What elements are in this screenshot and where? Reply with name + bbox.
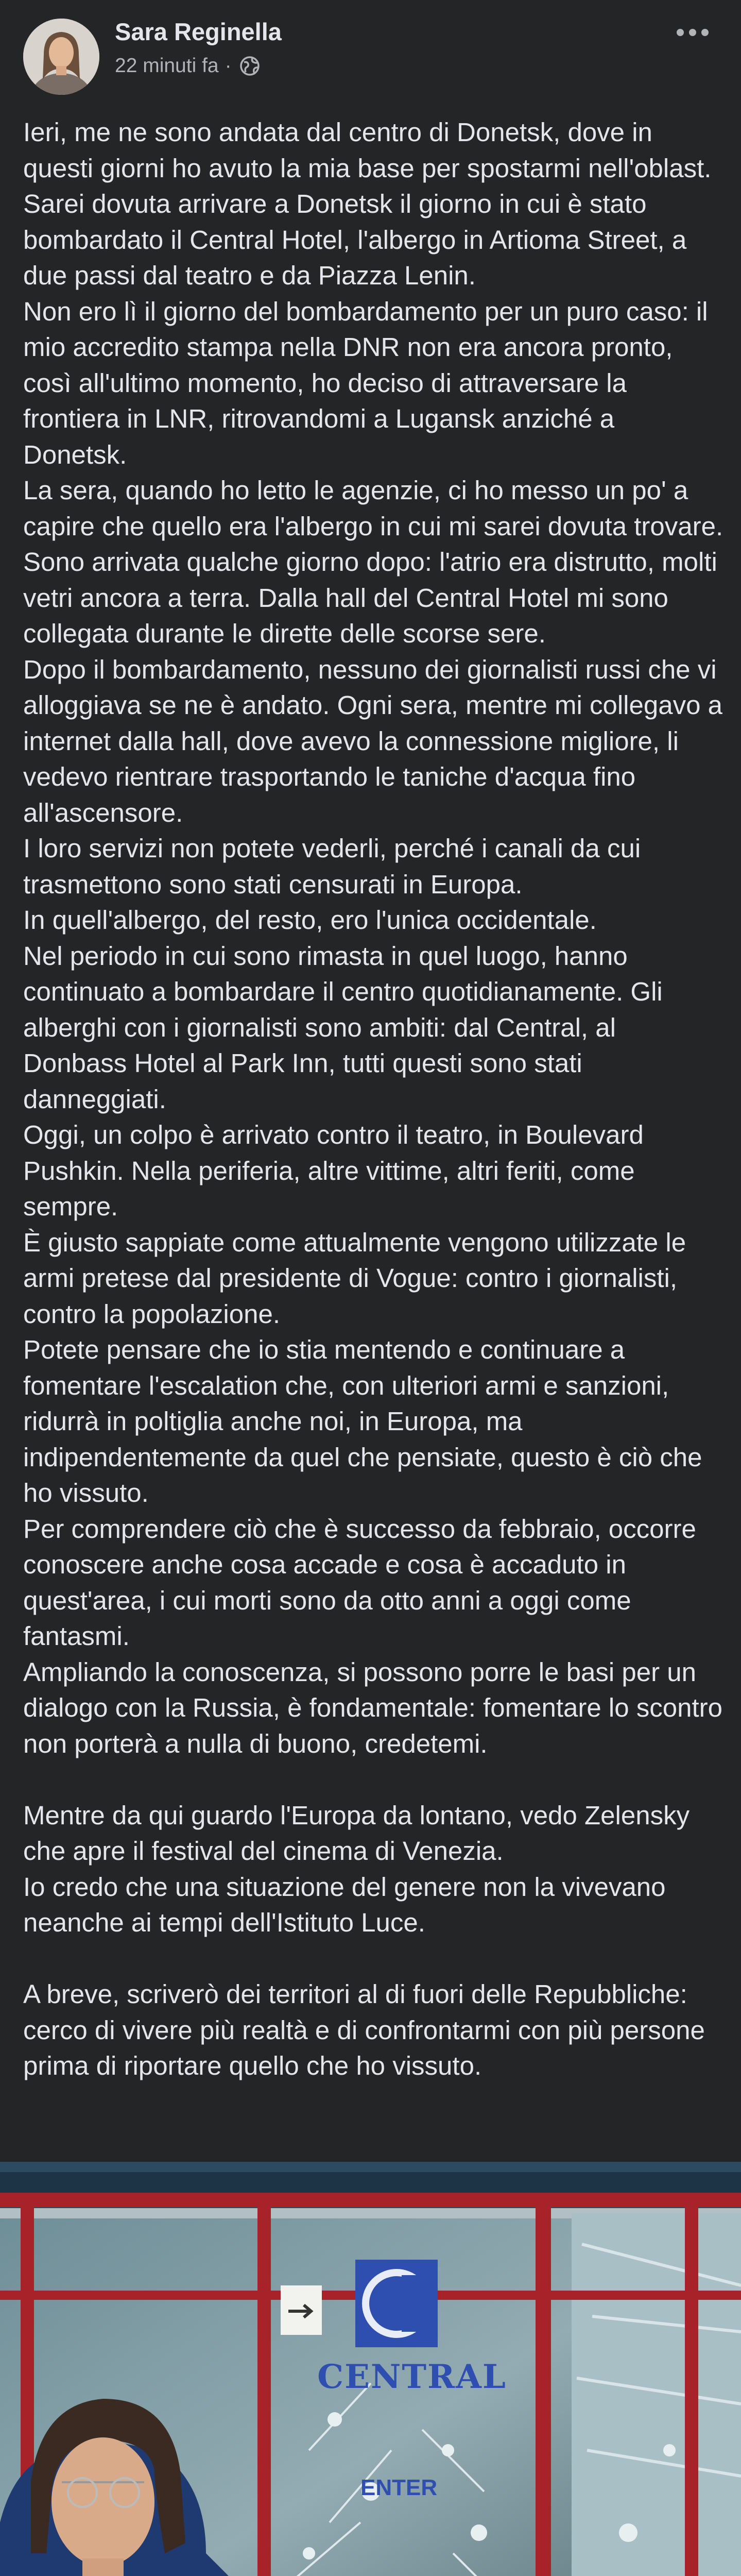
meta-separator: · bbox=[225, 55, 232, 77]
more-horizontal-icon bbox=[677, 29, 684, 36]
post-paragraph: A breve, scriverò dei territori al di fuori delle Repubbliche: cerco di vivere più realtà e di confrontarmi con più persone prima di riportare quello che ho vissuto. bbox=[23, 1979, 705, 2080]
post-photo[interactable] bbox=[0, 2162, 741, 2576]
post-paragraph: Potete pensare che io stia mentendo e continuare a fomentare l'escalation che, con ulteriori armi e sanzioni, ridurrà in poltiglia anche noi, in Europa, ma indipendentemente da quel che pensiate, questo è ciò che ho vissuto. bbox=[23, 1335, 702, 1507]
paragraph-gap bbox=[23, 1761, 723, 1798]
post-paragraph: Dopo il bombardamento, nessuno dei giornalisti russi che vi alloggiava se ne è andato. Ogni sera, mentre mi collegavo a internet dalla hall, dove avevo la connessione migliore, li vedevo rientrare trasportando le taniche d'acqua fino all'ascensore. bbox=[23, 654, 722, 827]
post-paragraph: Oggi, un colpo è arrivato contro il teatro, in Boulevard Pushkin. Nella periferia, altre vittime, altri feriti, come sempre. bbox=[23, 1120, 644, 1221]
post-paragraph: Ampliando la conoscenza, si possono porre le basi per un dialogo con la Russia, è fondamentale: fomentare lo scontro non porterà a nulla di buono, credetemi. bbox=[23, 1657, 722, 1758]
post-paragraph: Per comprendere ciò che è successo da febbraio, occorre conoscere anche cosa accade e cosa è accaduto in quest'area, i cui morti sono da otto anni a oggi come fantasmi. bbox=[23, 1514, 696, 1651]
post-paragraph: Sarei dovuta arrivare a Donetsk il giorno in cui è stato bombardato il Central Hotel, l'albergo in Artioma Street, a due passi dal teatro e da Piazza Lenin. bbox=[23, 189, 687, 290]
globe-icon[interactable] bbox=[239, 55, 261, 77]
post-paragraph: Nel periodo in cui sono rimasta in quel luogo, hanno continuato a bombardare il centro quotidianamente. Gli alberghi con i giornalisti sono ambiti: dal Central, al Donbass Hotel al Park Inn, tutti questi sono stati danneggiati. bbox=[23, 941, 663, 1114]
post-paragraph: In quell'albergo, del resto, ero l'unica occidentale. bbox=[23, 905, 597, 935]
door-enter-text: ENTER bbox=[360, 2475, 438, 2500]
post-paragraph: Ieri, me ne sono andata dal centro di Donetsk, dove in questi giorni ho avuto la mia base per spostarmi nell'oblast. bbox=[23, 117, 712, 183]
post-paragraph: È giusto sappiate come attualmente vengono utilizzate le armi pretese dal presidente di Vogue: contro i giornalisti, contro la popolazione. bbox=[23, 1227, 686, 1329]
post-text bbox=[23, 114, 723, 2084]
post-timestamp[interactable]: 22 minuti fa bbox=[115, 55, 219, 77]
author-name[interactable]: Sara Reginella bbox=[115, 18, 282, 45]
post-paragraph: Io credo che una situazione del genere non la vivevano neanche ai tempi dell'Istituto Luce. bbox=[23, 1872, 666, 1937]
avatar-image bbox=[23, 19, 99, 95]
more-options-button[interactable] bbox=[667, 14, 718, 50]
post-meta bbox=[115, 55, 261, 77]
more-horizontal-icon bbox=[689, 29, 696, 36]
post-paragraph: La sera, quando ho letto le agenzie, ci ho messo un po' a capire che quello era l'albergo in cui mi sarei dovuta trovare. bbox=[23, 476, 723, 541]
post-paragraph: Non ero lì il giorno del bombardamento per un puro caso: il mio accredito stampa nella DNR non era ancora pronto, così all'ultimo momento, ho deciso di attraversare la frontiera in LNR, ritrovandomi a Lugansk anziché a Donetsk. bbox=[23, 296, 708, 469]
post-paragraph: Mentre da qui guardo l'Europa da lontano, vedo Zelensky che apre il festival del cinema di Venezia. bbox=[23, 1800, 690, 1866]
post-header bbox=[0, 0, 741, 103]
avatar[interactable] bbox=[23, 19, 99, 95]
hotel-sign-text: CENTRAL bbox=[317, 2358, 507, 2396]
more-horizontal-icon bbox=[701, 29, 709, 36]
paragraph-gap bbox=[23, 1941, 723, 1977]
post-paragraph: I loro servizi non potete vederli, perché i canali da cui trasmettono sono stati censurati in Europa. bbox=[23, 834, 641, 899]
post-paragraph: Sono arrivata qualche giorno dopo: l'atrio era distrutto, molti vetri ancora a terra. Dalla hall del Central Hotel mi sono collegata durante le dirette delle scorse sere. bbox=[23, 547, 717, 648]
